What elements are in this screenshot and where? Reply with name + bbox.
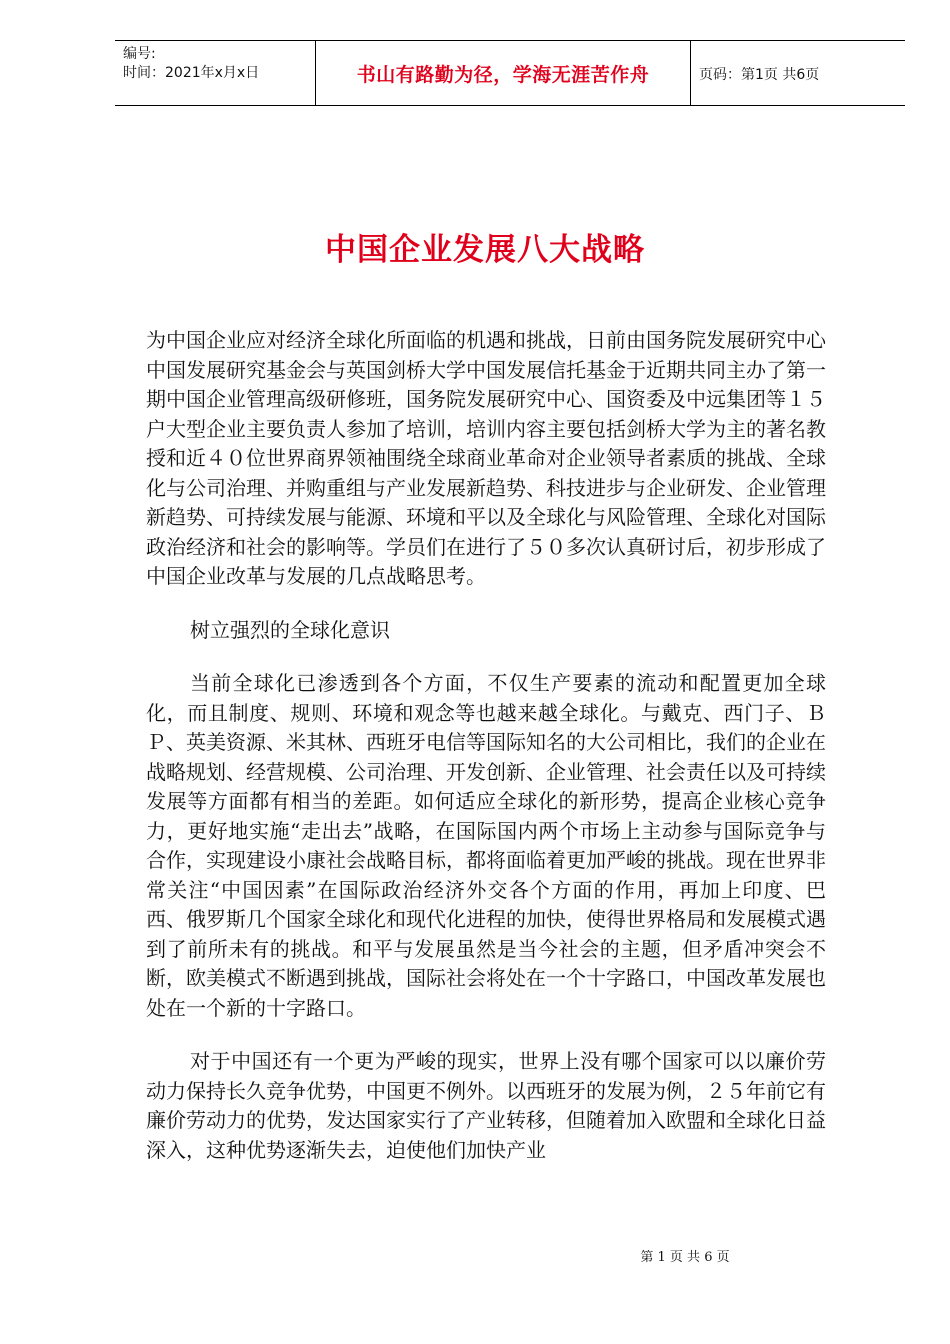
- document-title: 中国企业发展八大战略: [325, 232, 645, 268]
- document-number-label: 编号:: [123, 46, 156, 62]
- page-header: [115, 40, 905, 106]
- paragraph-globalization: 当前全球化已渗透到各个方面，不仅生产要素的流动和配置更加全球化，而且制度、规则、环境和观念等也越来越全球化。与戴克、西门子、ＢＰ、英美资源、米其林、西班牙电信等国际知名的大公司相比，我们的企业在战略规划、经营规模、公司治理、开发创新、企业管理、社会责任以及可持续发展等方面都有相当的差距。如何适应全球化的新形势，提高企业核心竞争力，更好地实施“走出去”战略，在国际国内两个市场上主动参与国际竞争与合作，实现建设小康社会战略目标，都将面临着更加严峻的挑战。现在世界非常关注“中国因素”在国际政治经济外交各个方面的作用，再加上印度、巴西、俄罗斯几个国家全球化和现代化进程的加快，使得世界格局和发展模式遇到了前所未有的挑战。和平与发展虽然是当今社会的主题，但矛盾冲突会不断，欧美模式不断遇到挑战，国际社会将处在一个十字路口，中国改革发展也处在一个新的十字路口。: [146, 671, 826, 1020]
- paragraph-labor-advantage: 对于中国还有一个更为严峻的现实，世界上没有哪个国家可以以廉价劳动力保持长久竞争优势，中国更不例外。以西班牙的发展为例，２５年前它有廉价劳动力的优势，发达国家实行了产业转移，但随着加入欧盟和全球化日益深入，这种优势逐渐失去，迫使他们加快产业: [146, 1049, 826, 1162]
- section-heading: 树立强烈的全球化意识: [190, 617, 390, 642]
- page-footer: 第 1 页 共 6 页: [640, 1250, 730, 1265]
- document-body: [146, 326, 826, 1189]
- header-motto: 书山有路勤为径，学海无涯苦作舟: [315, 41, 691, 106]
- header-page-info: 页码：第1页 共6页: [699, 66, 820, 83]
- paragraph-intro: 为中国企业应对经济全球化所面临的机遇和挑战，日前由国务院发展研究中心中国发展研究基金会与英国剑桥大学中国发展信托基金于近期共同主办了第一期中国企业管理高级研修班，国务院发展研究中心、国资委及中远集团等１５户大型企业主要负责人参加了培训，培训内容主要包括剑桥大学为主的著名教授和近４０位世界商界领袖围绕全球商业革命对企业领导者素质的挑战、全球化与公司治理、并购重组与产业发展新趋势、科技进步与企业研发、企业管理新趋势、可持续发展与能源、环境和平以及全球化与风险管理、全球化对国际政治经济和社会的影响等。学员们在进行了５０多次认真研讨后，初步形成了中国企业改革与发展的几点战略思考。: [146, 328, 826, 588]
- header-meta: [123, 45, 313, 83]
- document-time-label: 时间：2021年x月x日: [123, 65, 260, 81]
